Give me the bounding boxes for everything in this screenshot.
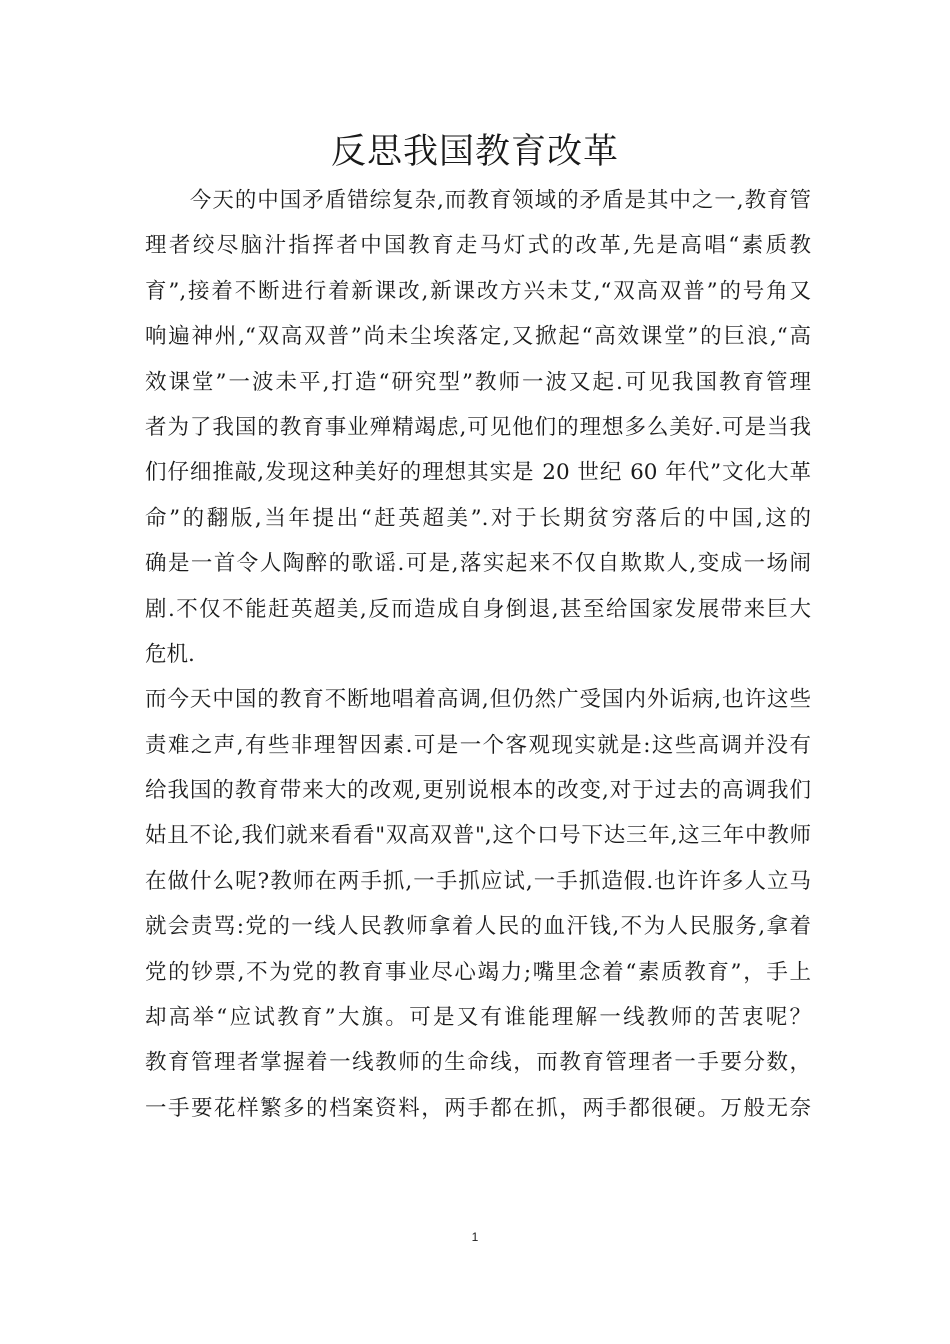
text-line: 今天的中国矛盾错综复杂,而教育领域的矛盾是其中之一,教育管	[145, 188, 811, 213]
text-line: 剧.不仅不能赶英超美,反而造成自身倒退,甚至给国家发展带来巨大	[145, 596, 811, 622]
text-line: 就会责骂:党的一线人民教师拿着人民的血汗钱,不为人民服务,拿着	[145, 914, 811, 940]
text-line: 确是一首令人陶醉的歌谣.可是,落实起来不仅自欺欺人,变成一场闹	[145, 551, 811, 577]
text-line: 命”的翻版,当年提出“赶英超美”.对于长期贫穷落后的中国,这的	[145, 505, 811, 531]
text-line: 育”,接着不断进行着新课改,新课改方兴未艾,“双高双普”的号角又	[145, 278, 811, 304]
text-line: 者为了我国的教育事业殚精竭虑,可见他们的理想多么美好.可是当我	[145, 414, 811, 440]
text-line: 责难之声,有些非理智因素.可是一个客观现实就是:这些高调并没有	[145, 732, 811, 758]
text-line: 党的钞票,不为党的教育事业尽心竭力;嘴里念着“素质教育”，手上	[145, 959, 811, 985]
text-line: 效课堂”一波未平,打造“研究型”教师一波又起.可见我国教育管理	[145, 369, 811, 395]
text-line: 教育管理者掌握着一线教师的生命线，而教育管理者一手要分数，	[145, 1050, 811, 1076]
text-line: 们仔细推敲,发现这种美好的理想其实是 20 世纪 60 年代”文化大革	[145, 460, 811, 486]
text-line: 给我国的教育带来大的改观,更别说根本的改变,对于过去的高调我们	[145, 778, 811, 804]
text-line: 危机.	[145, 641, 195, 667]
document-title: 反思我国教育改革	[330, 132, 619, 172]
text-line: 一手要花样繁多的档案资料，两手都在抓，两手都很硬。万般无奈	[145, 1095, 811, 1121]
page-number: 1	[471, 1230, 479, 1244]
text-line: 姑且不论,我们就来看看"双高双普",这个口号下达三年,这三年中教师	[145, 823, 811, 849]
text-line: 在做什么呢?教师在两手抓,一手抓应试,一手抓造假.也许许多人立马	[145, 868, 811, 894]
body-text	[145, 178, 811, 1131]
text-line: 而今天中国的教育不断地唱着高调,但仍然广受国内外诟病,也许这些	[145, 687, 811, 713]
text-line: 却高举“应试教育”大旗。可是又有谁能理解一线教师的苦衷呢？	[145, 1005, 811, 1031]
text-line: 响遍神州,“双高双普”尚未尘埃落定,又掀起“高效课堂”的巨浪,“高	[145, 324, 811, 350]
text-line: 理者绞尽脑汁指挥者中国教育走马灯式的改革,先是高唱“素质教	[145, 233, 811, 259]
